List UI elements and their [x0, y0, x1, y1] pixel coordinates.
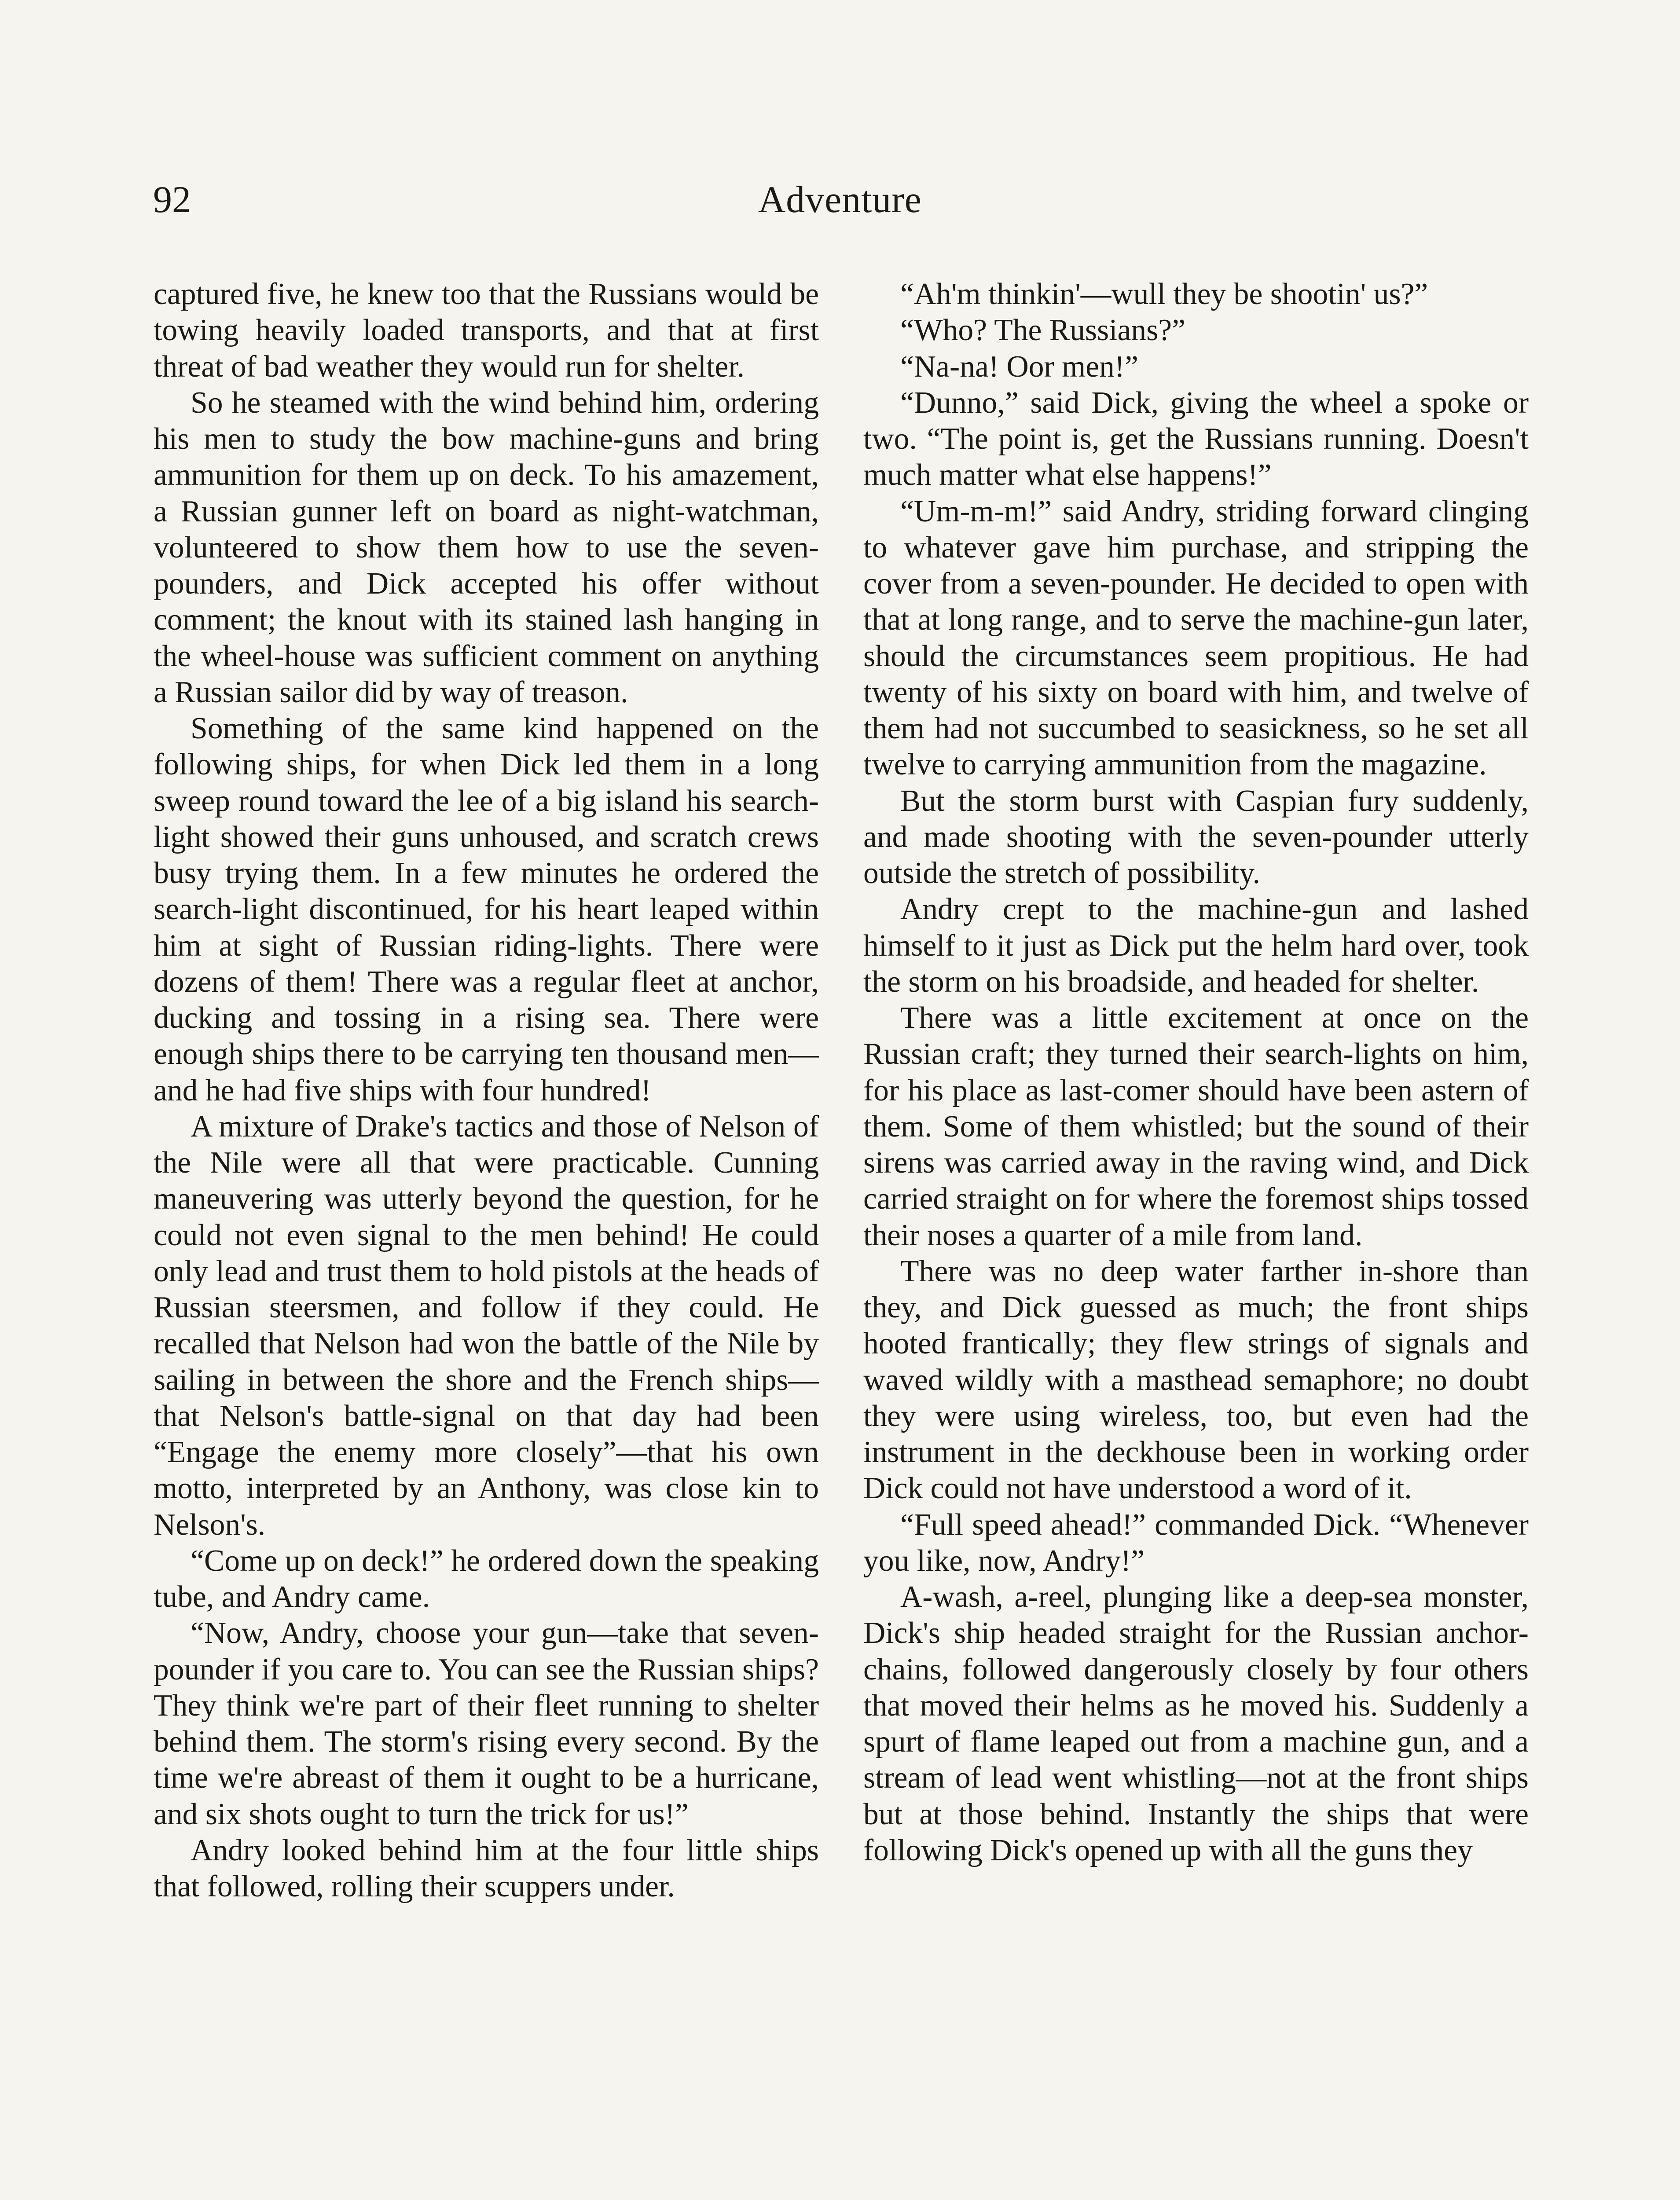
- paragraph: A-wash, a-reel, plunging like a deep-sea monster, Dick's ship headed straight for the Russian anchor-chains, followed dangerously closely by four others that moved their helms as he moved his. Suddenly a spurt of flame leaped out from a machine gun, and a stream of lead went whistling—not at the front ships but at those behind. Instantly the ships that were following Dick's opened up with all the guns they: [863, 1580, 1529, 1867]
- paragraph: “Um-m-m!” said Andry, striding forward clinging to whatever gave him purchase, and stripping the cover from a seven-pounder. He decided to open with that at long range, and to serve the machine-gun later, should the circumstances seem propitious. He had twenty of his sixty on board with him, and twelve of them had not succumbed to seasickness, so he set all twelve to carrying ammunition from the magazine.: [863, 494, 1529, 782]
- paragraph: “Come up on deck!” he ordered down the speaking tube, and Andry came.: [154, 1544, 819, 1614]
- paragraph: A mixture of Drake's tactics and those of Nelson of the Nile were all that were practicable. Cunning maneuvering was utterly beyond the question, for he could not even signal to the men behind! He could only lead and trust them to hold pistols at the heads of Russian steersmen, and follow if they could. He recalled that Nelson had won the battle of the Nile by sailing in between the shore and the French ships—that Nelson's battle-signal on that day had been “Engage the enemy more closely”—that his own motto, interpreted by an Anthony, was close kin to Nelson's.: [154, 1109, 819, 1542]
- paragraph: “Na-na! Oor men!”: [900, 349, 1138, 384]
- page-number: 92: [153, 178, 191, 220]
- paragraph: Andry looked behind him at the four little ships that followed, rolling their scuppers under.: [154, 1833, 819, 1903]
- paragraph: There was no deep water farther in-shore than they, and Dick guessed as much; the front ships hooted frantically; they flew strings of signals and waved wildly with a masthead semaphore; no doubt they were using wireless, too, but even had the instrument in the deckhouse been in working order Dick could not have understood a word of it.: [863, 1254, 1529, 1506]
- right-column: [863, 276, 1529, 1869]
- paragraph: “Now, Andry, choose your gun—take that seven-pounder if you care to. You can see the Russian ships? They think we're part of their fleet running to shelter behind them. The storm's rising every second. By the time we're abreast of them it ought to be a hurricane, and six shots ought to turn the trick for us!”: [154, 1616, 819, 1831]
- paragraph: captured five, he knew too that the Russians would be towing heavily loaded transports, and that at first threat of bad weather they would run for shelter.: [154, 277, 819, 384]
- paragraph: “Dunno,” said Dick, giving the wheel a spoke or two. “The point is, get the Russians running. Doesn't much matter what else happens!”: [863, 385, 1529, 492]
- paragraph: Something of the same kind happened on the following ships, for when Dick led them in a long sweep round toward the lee of a big island his search-light showed their guns unhoused, and scratch crews busy trying them. In a few minutes he ordered the search-light discontinued, for his heart leaped within him at sight of Russian riding-lights. There were dozens of them! There was a regular fleet at anchor, ducking and tossing in a rising sea. There were enough ships there to be carrying ten thousand men—and he had five ships with four hundred!: [154, 711, 819, 1107]
- paragraph: There was a little excitement at once on the Russian craft; they turned their search-lights on him, for his place as last-comer should have been astern of them. Some of them whistled; but the sound of their sirens was carried away in the raving wind, and Dick carried straight on for where the foremost ships tossed their noses a quarter of a mile from land.: [863, 1001, 1529, 1252]
- paragraph: “Full speed ahead!” commanded Dick. “Whenever you like, now, Andry!”: [863, 1507, 1529, 1578]
- paragraph: Andry crept to the machine-gun and lashed himself to it just as Dick put the helm hard over, took the storm on his broadside, and headed for shelter.: [863, 892, 1529, 999]
- left-column: [154, 276, 819, 1905]
- running-title: Adventure: [758, 178, 922, 220]
- paragraph: So he steamed with the wind behind him, ordering his men to study the bow machine-guns and bring ammunition for them up on deck. To his amazement, a Russian gunner left on board as night-watchman, volunteered to show them how to use the seven-pounders, and Dick accepted his offer without comment; the knout with its stained lash hanging in the wheel-house was sufficient comment on anything a Russian sailor did by way of treason.: [154, 385, 819, 709]
- paragraph: But the storm burst with Caspian fury suddenly, and made shooting with the seven-pounder utterly outside the stretch of possibility.: [863, 784, 1529, 890]
- paragraph: “Who? The Russians?”: [900, 313, 1186, 348]
- paragraph: “Ah'm thinkin'—wull they be shootin' us?”: [900, 277, 1428, 311]
